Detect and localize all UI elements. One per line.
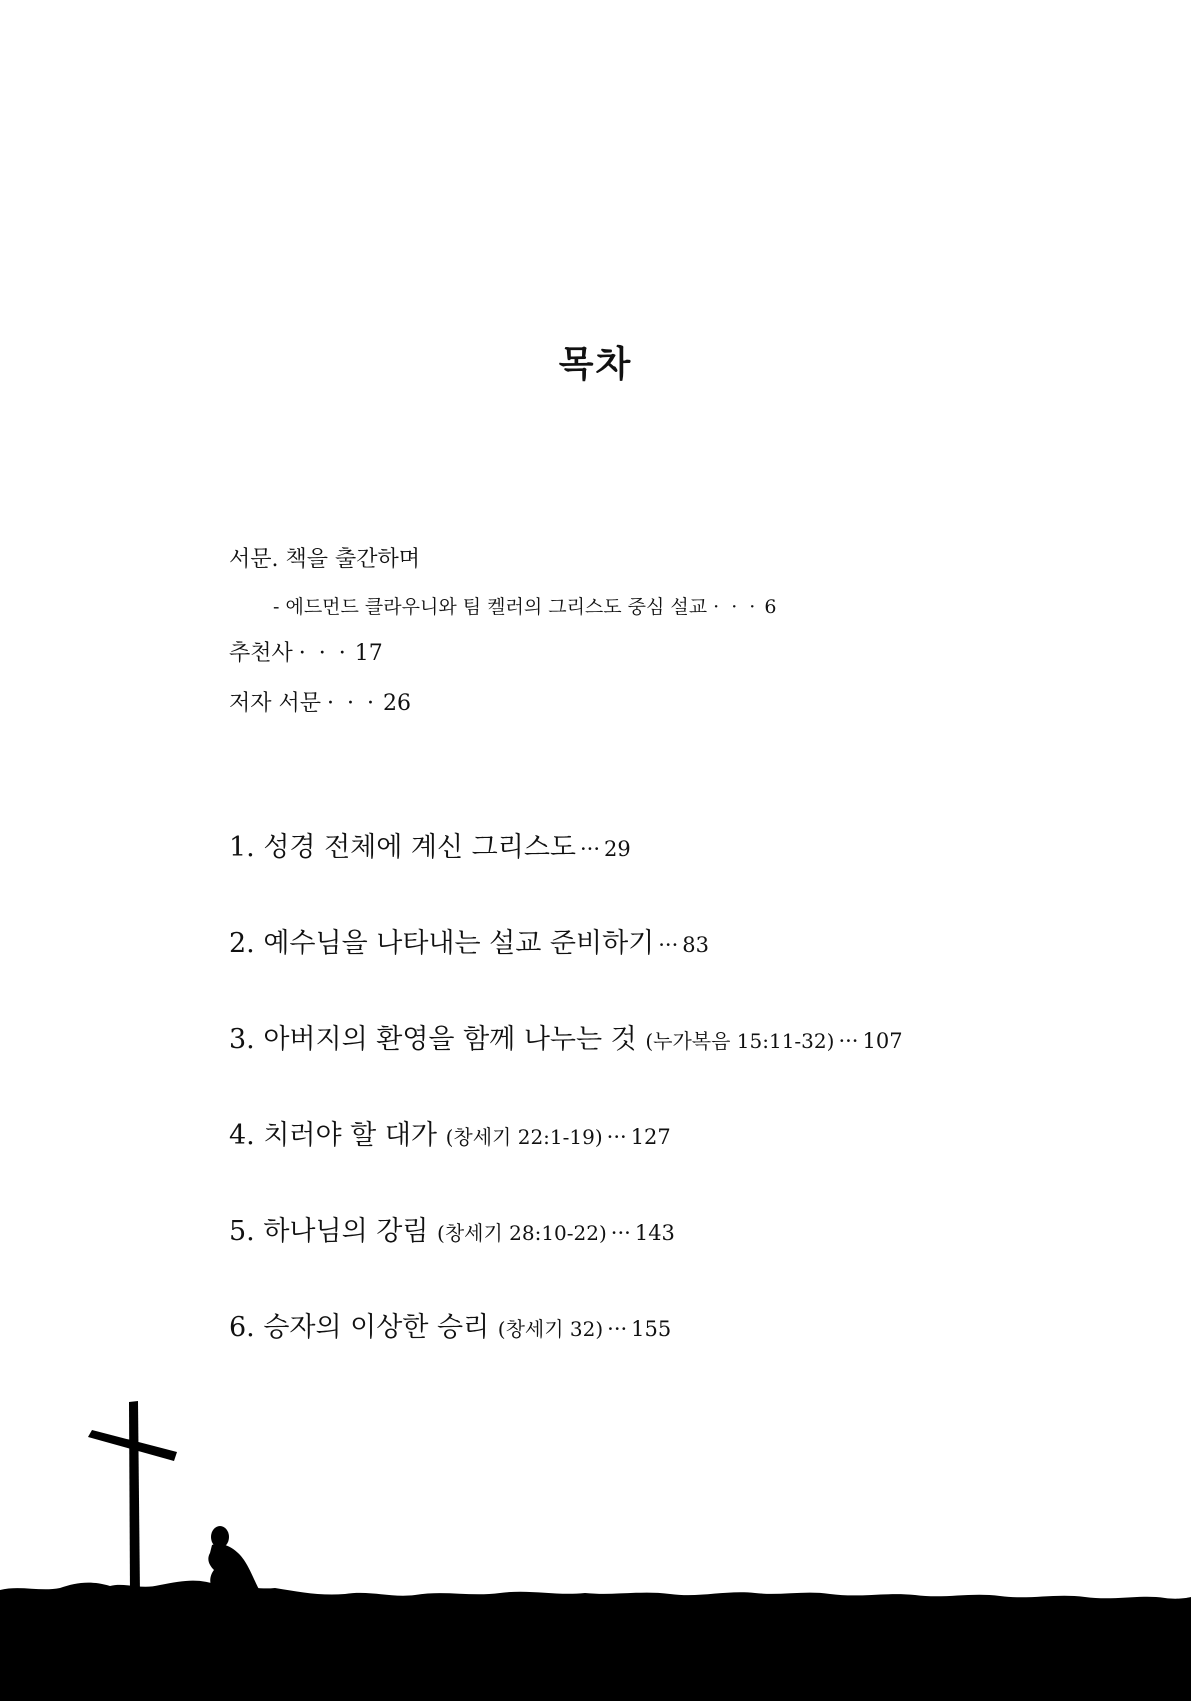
chapter-item	[229, 924, 903, 1020]
leader-dots: · · ·	[327, 691, 377, 716]
ellipsis: ···	[610, 1221, 631, 1245]
page-number: 26	[382, 691, 411, 716]
ellipsis: ···	[580, 837, 601, 861]
cross-kneeling-figure-silhouette-icon	[0, 1371, 1191, 1701]
front-matter-item-preface	[229, 535, 776, 585]
chapter-title: 2. 예수님을 나타내는 설교 준비하기	[229, 928, 655, 959]
page-number: 6	[764, 596, 777, 618]
front-matter-title: 저자 서문	[229, 691, 322, 716]
chapter-title: 3. 아버지의 환영을 함께 나누는 것	[229, 1024, 637, 1055]
front-matter-item-recommendation	[229, 629, 776, 679]
chapter-item	[229, 1212, 903, 1308]
chapter-item	[229, 828, 903, 924]
scripture-reference: (창세기 22:1-19)	[445, 1125, 603, 1149]
chapter-title: 4. 치러야 할 대가	[229, 1120, 438, 1151]
front-matter-title: 추천사	[229, 641, 293, 666]
page-number: 143	[634, 1221, 675, 1245]
leader-dots: · · ·	[713, 596, 759, 618]
page-number: 107	[862, 1029, 903, 1053]
chapter-title: 1. 성경 전체에 계신 그리스도	[229, 832, 576, 863]
page-title: 목차	[558, 344, 633, 385]
page-number: 29	[604, 837, 631, 861]
scripture-reference: (창세기 28:10-22)	[437, 1221, 607, 1245]
chapter-title: 6. 승자의 이상한 승리	[229, 1312, 490, 1343]
scripture-reference: (창세기 32)	[497, 1317, 604, 1341]
chapter-item	[229, 1020, 903, 1116]
scripture-reference: (누가복음 15:11-32)	[645, 1029, 835, 1053]
front-matter-subtitle: - 에드먼드 클라우니와 팀 켈러의 그리스도 중심 설교	[273, 596, 708, 618]
front-matter-item-author-preface	[229, 679, 776, 729]
page-number: 155	[631, 1317, 672, 1341]
chapter-list	[229, 828, 903, 1404]
page-number: 17	[354, 641, 383, 666]
ellipsis: ···	[658, 933, 679, 957]
page-number: 127	[630, 1125, 671, 1149]
chapter-item	[229, 1116, 903, 1212]
ellipsis: ···	[838, 1029, 859, 1053]
front-matter-list	[229, 535, 776, 729]
front-matter-subtitle-row	[229, 585, 776, 629]
ellipsis: ···	[606, 1125, 627, 1149]
leader-dots: · · ·	[298, 641, 349, 666]
page-number: 83	[682, 933, 710, 957]
front-matter-title: 서문. 책을 출간하며	[229, 547, 420, 572]
ellipsis: ···	[607, 1317, 628, 1341]
chapter-title: 5. 하나님의 강림	[229, 1216, 429, 1247]
